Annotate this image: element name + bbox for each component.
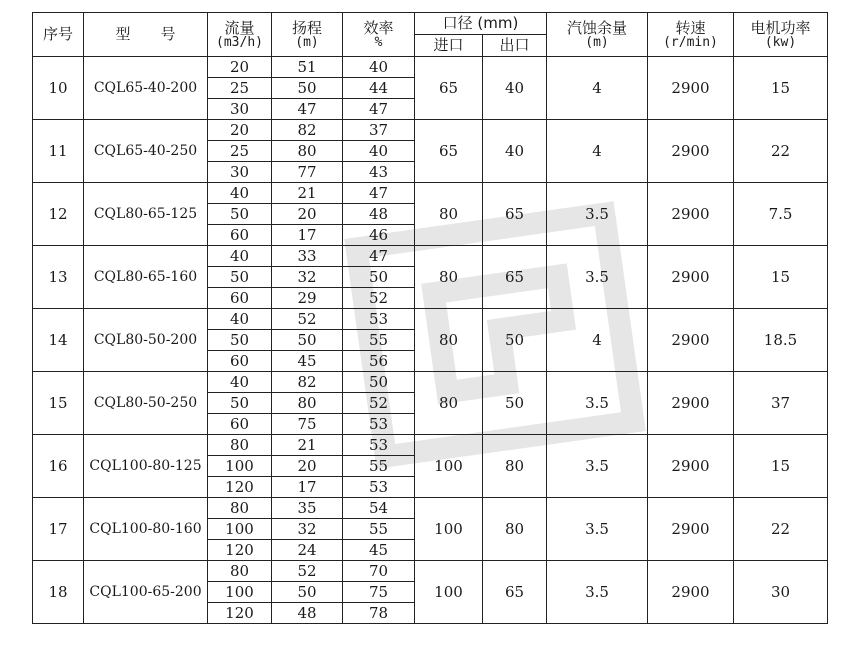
cell-outlet: 40 bbox=[483, 120, 547, 183]
cell-head: 50 bbox=[272, 330, 343, 351]
cell-eff: 40 bbox=[343, 57, 415, 78]
cell-speed: 2900 bbox=[648, 561, 734, 624]
cell-outlet: 80 bbox=[483, 498, 547, 561]
cell-eff: 78 bbox=[343, 603, 415, 624]
cell-inlet: 80 bbox=[415, 246, 483, 309]
cell-speed: 2900 bbox=[648, 435, 734, 498]
cell-eff: 53 bbox=[343, 435, 415, 456]
cell-npsh: 3.5 bbox=[547, 246, 648, 309]
cell-eff: 47 bbox=[343, 183, 415, 204]
row-model: CQL80-50-200 bbox=[84, 309, 208, 372]
header-caliber: 口径 (mm) bbox=[415, 13, 547, 35]
cell-flow: 40 bbox=[208, 372, 272, 393]
cell-flow: 30 bbox=[208, 99, 272, 120]
cell-flow: 50 bbox=[208, 267, 272, 288]
cell-eff: 37 bbox=[343, 120, 415, 141]
cell-head: 51 bbox=[272, 57, 343, 78]
cell-flow: 40 bbox=[208, 246, 272, 267]
cell-eff: 75 bbox=[343, 582, 415, 603]
cell-head: 80 bbox=[272, 141, 343, 162]
table-row bbox=[33, 372, 828, 393]
row-no: 18 bbox=[33, 561, 84, 624]
cell-head: 20 bbox=[272, 456, 343, 477]
cell-power: 15 bbox=[734, 435, 828, 498]
cell-head: 77 bbox=[272, 162, 343, 183]
header-flow-label: 流量 bbox=[224, 18, 255, 37]
cell-power: 7.5 bbox=[734, 183, 828, 246]
cell-head: 21 bbox=[272, 435, 343, 456]
table-row bbox=[33, 561, 828, 582]
cell-eff: 43 bbox=[343, 162, 415, 183]
cell-speed: 2900 bbox=[648, 183, 734, 246]
cell-outlet: 65 bbox=[483, 561, 547, 624]
cell-inlet: 80 bbox=[415, 309, 483, 372]
cell-head: 21 bbox=[272, 183, 343, 204]
cell-npsh: 3.5 bbox=[547, 498, 648, 561]
cell-outlet: 65 bbox=[483, 246, 547, 309]
row-model: CQL100-65-200 bbox=[84, 561, 208, 624]
table-row bbox=[33, 57, 828, 78]
cell-flow: 50 bbox=[208, 393, 272, 414]
cell-flow: 40 bbox=[208, 309, 272, 330]
header-flow-unit: (m3/h) bbox=[216, 34, 263, 50]
cell-head: 32 bbox=[272, 519, 343, 540]
table-row bbox=[33, 498, 828, 519]
header-npsh-unit: (m) bbox=[585, 34, 609, 50]
cell-flow: 25 bbox=[208, 78, 272, 99]
cell-npsh: 4 bbox=[547, 120, 648, 183]
cell-npsh: 3.5 bbox=[547, 183, 648, 246]
cell-flow: 20 bbox=[208, 57, 272, 78]
cell-outlet: 50 bbox=[483, 372, 547, 435]
cell-flow: 60 bbox=[208, 414, 272, 435]
header-power-unit: (kw) bbox=[764, 34, 797, 50]
cell-speed: 2900 bbox=[648, 120, 734, 183]
row-model: CQL65-40-200 bbox=[84, 57, 208, 120]
cell-eff: 50 bbox=[343, 267, 415, 288]
row-no: 13 bbox=[33, 246, 84, 309]
cell-head: 47 bbox=[272, 99, 343, 120]
row-model: CQL100-80-125 bbox=[84, 435, 208, 498]
cell-power: 15 bbox=[734, 57, 828, 120]
cell-flow: 120 bbox=[208, 603, 272, 624]
header-npsh-label: 汽蚀余量 bbox=[566, 18, 627, 37]
cell-flow: 60 bbox=[208, 288, 272, 309]
cell-head: 75 bbox=[272, 414, 343, 435]
cell-flow: 20 bbox=[208, 120, 272, 141]
cell-flow: 30 bbox=[208, 162, 272, 183]
header-inlet: 进口 bbox=[415, 35, 483, 57]
cell-eff: 55 bbox=[343, 456, 415, 477]
header-head bbox=[272, 13, 343, 57]
cell-head: 45 bbox=[272, 351, 343, 372]
cell-power: 22 bbox=[734, 498, 828, 561]
cell-npsh: 4 bbox=[547, 309, 648, 372]
header-speed-unit: (r/min) bbox=[663, 34, 718, 50]
cell-speed: 2900 bbox=[648, 246, 734, 309]
cell-flow: 50 bbox=[208, 330, 272, 351]
cell-power: 22 bbox=[734, 120, 828, 183]
cell-eff: 54 bbox=[343, 498, 415, 519]
cell-power: 30 bbox=[734, 561, 828, 624]
cell-head: 48 bbox=[272, 603, 343, 624]
cell-head: 32 bbox=[272, 267, 343, 288]
cell-head: 52 bbox=[272, 309, 343, 330]
row-model: CQL80-65-160 bbox=[84, 246, 208, 309]
row-no: 16 bbox=[33, 435, 84, 498]
cell-eff: 40 bbox=[343, 141, 415, 162]
cell-flow: 60 bbox=[208, 225, 272, 246]
cell-eff: 53 bbox=[343, 414, 415, 435]
cell-npsh: 4 bbox=[547, 57, 648, 120]
cell-head: 50 bbox=[272, 582, 343, 603]
row-no: 10 bbox=[33, 57, 84, 120]
header-power-label: 电机功率 bbox=[750, 18, 811, 37]
cell-inlet: 65 bbox=[415, 57, 483, 120]
cell-inlet: 100 bbox=[415, 435, 483, 498]
header-eff-unit: % bbox=[374, 34, 383, 50]
cell-eff: 56 bbox=[343, 351, 415, 372]
cell-speed: 2900 bbox=[648, 57, 734, 120]
cell-flow: 25 bbox=[208, 141, 272, 162]
header-eff bbox=[343, 13, 415, 57]
cell-inlet: 65 bbox=[415, 120, 483, 183]
cell-eff: 47 bbox=[343, 246, 415, 267]
cell-eff: 52 bbox=[343, 393, 415, 414]
cell-eff: 53 bbox=[343, 309, 415, 330]
cell-power: 15 bbox=[734, 246, 828, 309]
cell-npsh: 3.5 bbox=[547, 372, 648, 435]
cell-head: 24 bbox=[272, 540, 343, 561]
cell-head: 17 bbox=[272, 225, 343, 246]
cell-head: 50 bbox=[272, 78, 343, 99]
cell-eff: 70 bbox=[343, 561, 415, 582]
cell-outlet: 50 bbox=[483, 309, 547, 372]
cell-flow: 120 bbox=[208, 477, 272, 498]
cell-eff: 45 bbox=[343, 540, 415, 561]
cell-eff: 52 bbox=[343, 288, 415, 309]
cell-flow: 80 bbox=[208, 498, 272, 519]
cell-eff: 48 bbox=[343, 204, 415, 225]
header-speed-label: 转速 bbox=[675, 18, 706, 37]
cell-outlet: 65 bbox=[483, 183, 547, 246]
cell-flow: 50 bbox=[208, 204, 272, 225]
cell-flow: 100 bbox=[208, 456, 272, 477]
header-head-unit: (m) bbox=[295, 34, 319, 50]
cell-eff: 55 bbox=[343, 330, 415, 351]
cell-flow: 80 bbox=[208, 435, 272, 456]
cell-head: 82 bbox=[272, 372, 343, 393]
cell-power: 18.5 bbox=[734, 309, 828, 372]
cell-flow: 100 bbox=[208, 582, 272, 603]
row-no: 12 bbox=[33, 183, 84, 246]
cell-npsh: 3.5 bbox=[547, 435, 648, 498]
row-model: CQL80-50-250 bbox=[84, 372, 208, 435]
header-head-label: 扬程 bbox=[291, 18, 322, 37]
table-row bbox=[33, 120, 828, 141]
cell-power: 37 bbox=[734, 372, 828, 435]
cell-eff: 46 bbox=[343, 225, 415, 246]
table-row bbox=[33, 183, 828, 204]
cell-flow: 80 bbox=[208, 561, 272, 582]
header-no: 序号 bbox=[33, 13, 84, 57]
cell-speed: 2900 bbox=[648, 498, 734, 561]
cell-eff: 47 bbox=[343, 99, 415, 120]
header-model: 型 号 bbox=[84, 13, 208, 57]
cell-inlet: 100 bbox=[415, 561, 483, 624]
header-npsh bbox=[547, 13, 648, 57]
cell-npsh: 3.5 bbox=[547, 561, 648, 624]
cell-speed: 2900 bbox=[648, 372, 734, 435]
cell-head: 80 bbox=[272, 393, 343, 414]
cell-head: 82 bbox=[272, 120, 343, 141]
table-row bbox=[33, 435, 828, 456]
cell-head: 17 bbox=[272, 477, 343, 498]
cell-head: 33 bbox=[272, 246, 343, 267]
header-power bbox=[734, 13, 828, 57]
cell-inlet: 80 bbox=[415, 183, 483, 246]
cell-head: 35 bbox=[272, 498, 343, 519]
cell-head: 29 bbox=[272, 288, 343, 309]
row-no: 15 bbox=[33, 372, 84, 435]
pump-spec-table bbox=[32, 12, 828, 624]
cell-flow: 40 bbox=[208, 183, 272, 204]
cell-eff: 53 bbox=[343, 477, 415, 498]
table-row bbox=[33, 246, 828, 267]
row-no: 14 bbox=[33, 309, 84, 372]
cell-inlet: 80 bbox=[415, 372, 483, 435]
table-row bbox=[33, 309, 828, 330]
row-model: CQL80-65-125 bbox=[84, 183, 208, 246]
header-flow bbox=[208, 13, 272, 57]
cell-inlet: 100 bbox=[415, 498, 483, 561]
cell-speed: 2900 bbox=[648, 309, 734, 372]
cell-head: 52 bbox=[272, 561, 343, 582]
header-outlet: 出口 bbox=[483, 35, 547, 57]
cell-outlet: 80 bbox=[483, 435, 547, 498]
row-no: 11 bbox=[33, 120, 84, 183]
row-model: CQL100-80-160 bbox=[84, 498, 208, 561]
row-no: 17 bbox=[33, 498, 84, 561]
cell-outlet: 40 bbox=[483, 57, 547, 120]
cell-eff: 44 bbox=[343, 78, 415, 99]
cell-eff: 50 bbox=[343, 372, 415, 393]
row-model: CQL65-40-250 bbox=[84, 120, 208, 183]
header-speed bbox=[648, 13, 734, 57]
cell-flow: 120 bbox=[208, 540, 272, 561]
cell-eff: 55 bbox=[343, 519, 415, 540]
cell-head: 20 bbox=[272, 204, 343, 225]
cell-flow: 100 bbox=[208, 519, 272, 540]
cell-flow: 60 bbox=[208, 351, 272, 372]
header-eff-label: 效率 bbox=[363, 18, 394, 37]
